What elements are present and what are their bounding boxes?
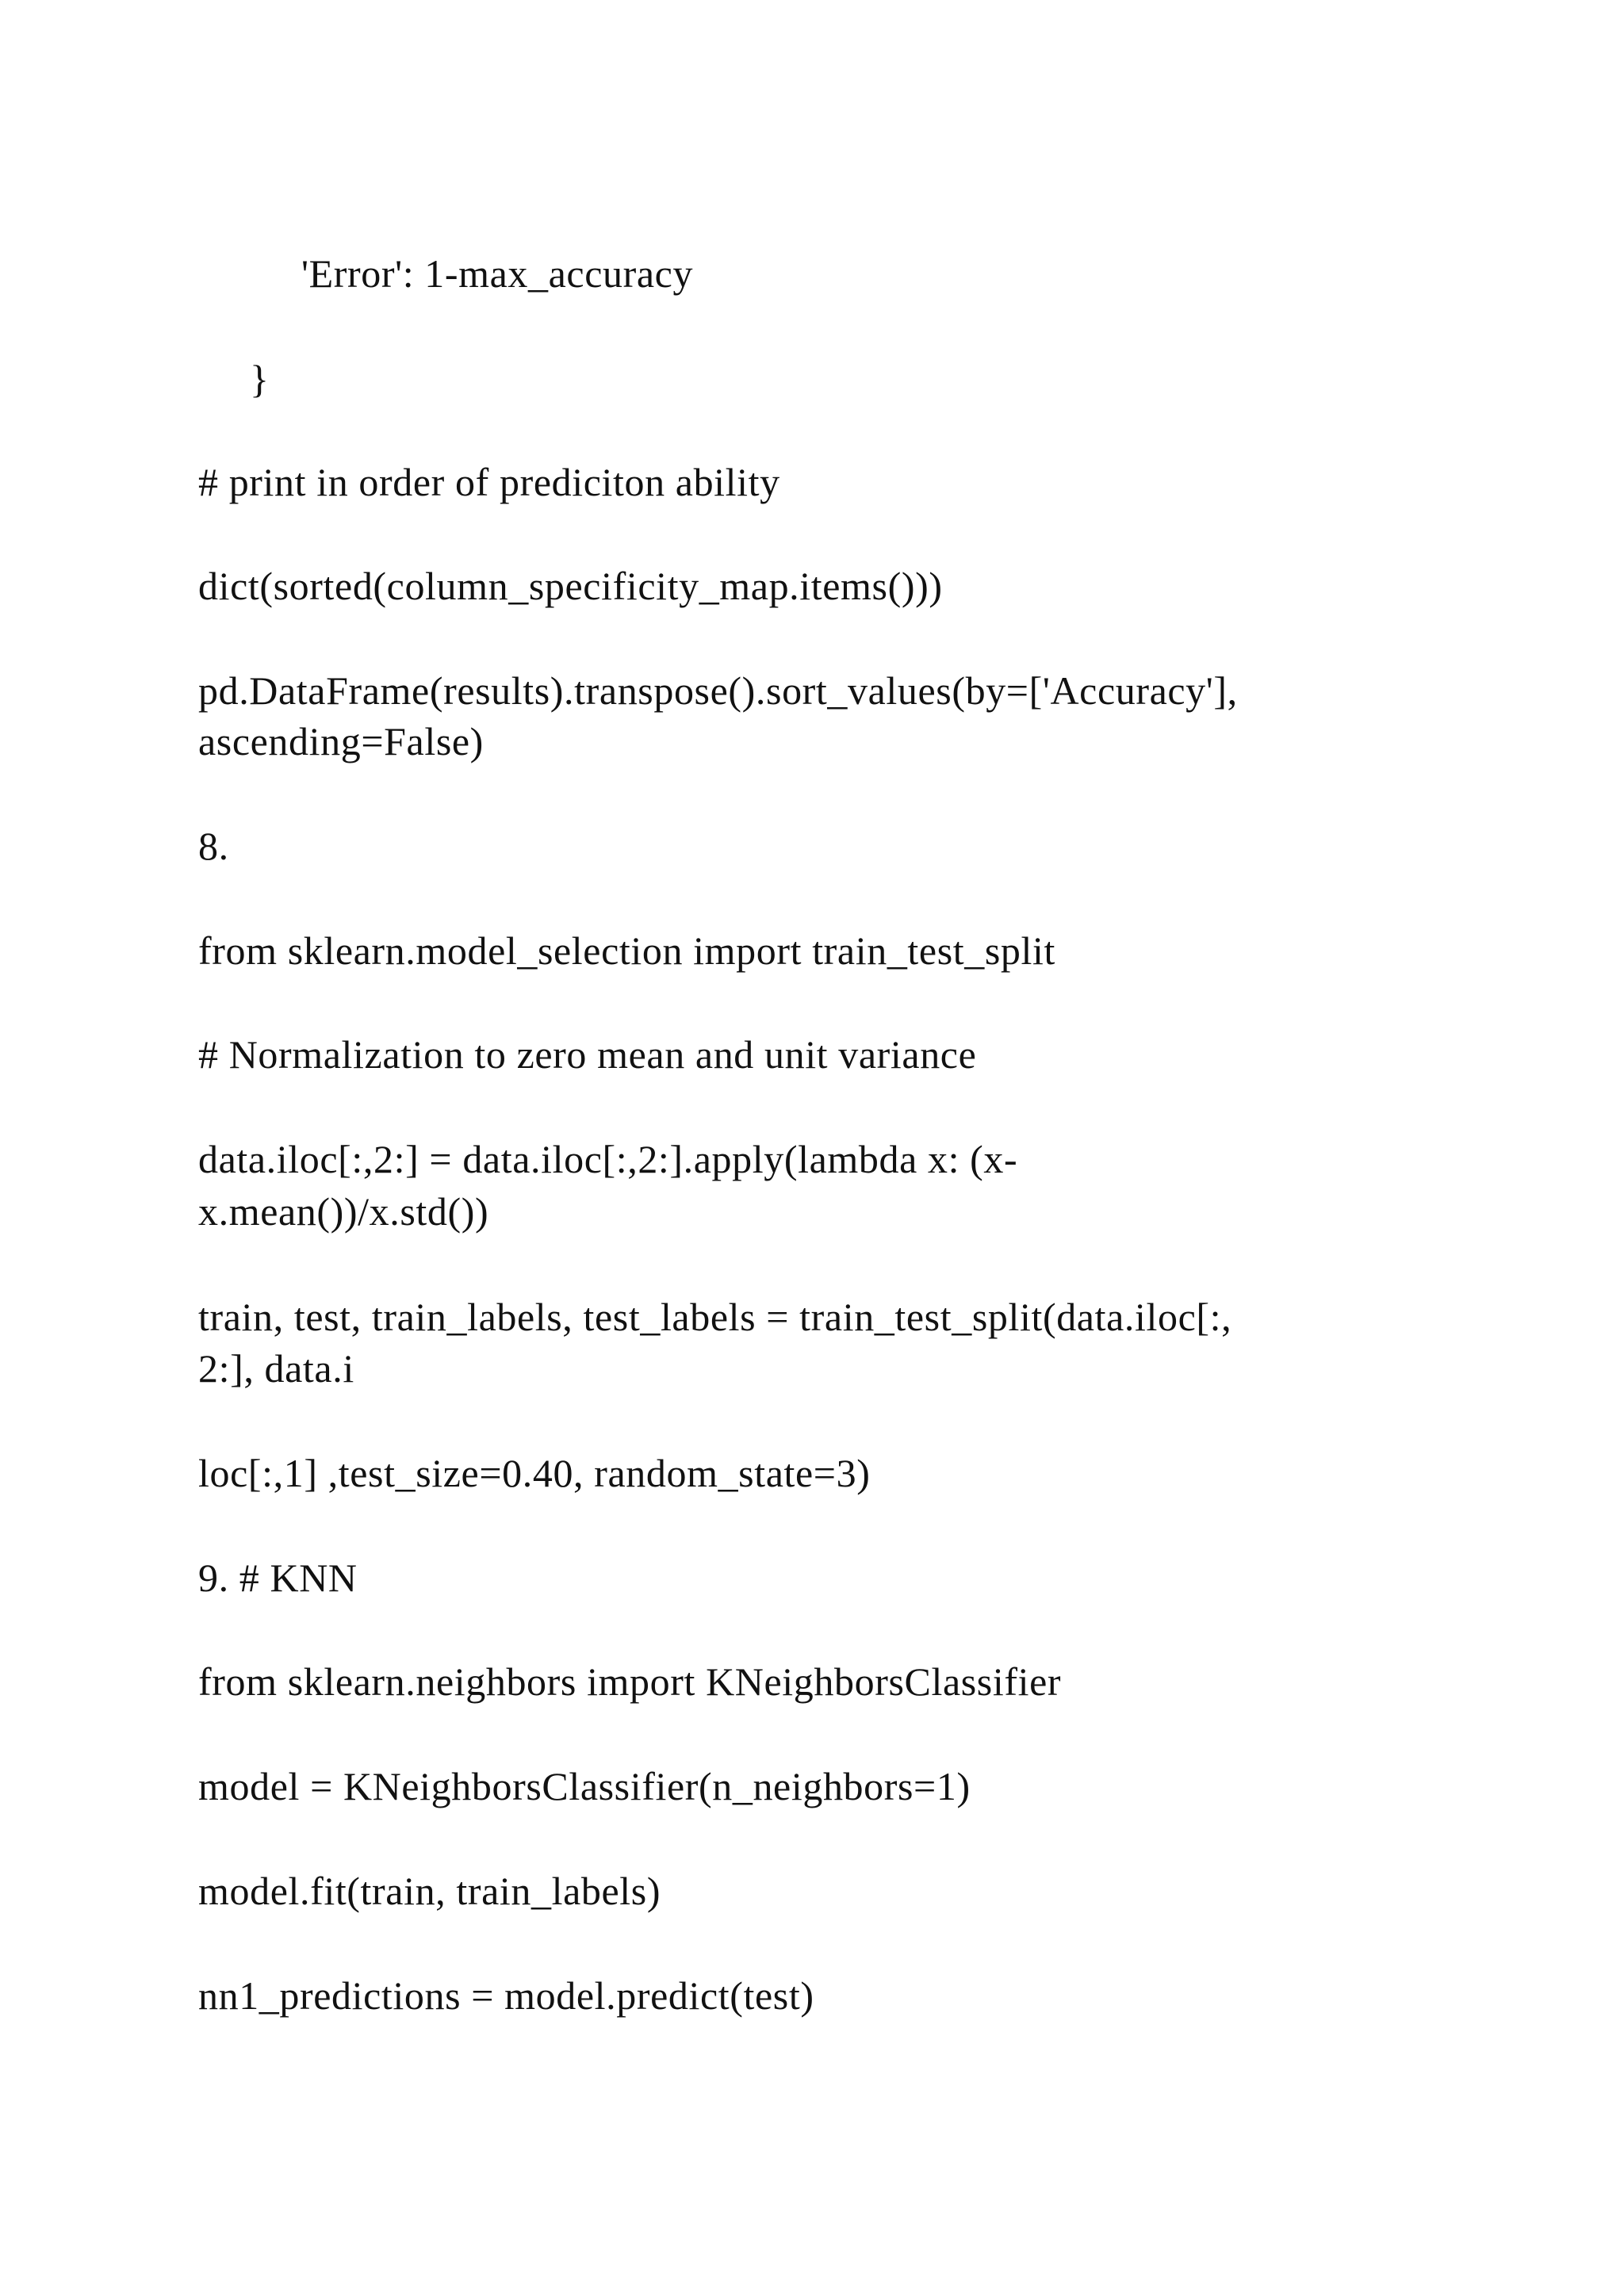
code-line-split-args: loc[:,1] ,test_size=0.40, random_state=3) xyxy=(198,1451,871,1495)
code-line-split: train, test, train_labels, test_labels = train_test_split(data.iloc[:, xyxy=(198,1295,1232,1339)
code-line-model: model = KNeighborsClassifier(n_neighbors=1) xyxy=(198,1764,971,1808)
code-line-split-cont: 2:], data.i xyxy=(198,1346,354,1391)
section-number-8: 8. xyxy=(198,824,229,868)
code-line-ascending: ascending=False) xyxy=(198,719,484,763)
code-line-comment-normalization: # Normalization to zero mean and unit variance xyxy=(198,1032,977,1077)
code-line-import-knn: from sklearn.neighbors import KNeighborsClassifier xyxy=(198,1659,1062,1704)
code-line-dataframe: pd.DataFrame(results).transpose().sort_values(by=['Accuracy'], xyxy=(198,668,1238,713)
section-number-9-knn: 9. # KNN xyxy=(198,1556,358,1600)
code-line-normalize-cont: x.mean())/x.std()) xyxy=(198,1189,489,1234)
code-line-fit: model.fit(train, train_labels) xyxy=(198,1869,661,1913)
code-line-import-split: from sklearn.model_selection import train_test_split xyxy=(198,928,1055,973)
code-line-closing-brace: } xyxy=(250,357,270,401)
code-line-normalize: data.iloc[:,2:] = data.iloc[:,2:].apply(lambda x: (x- xyxy=(198,1137,1018,1181)
code-line-error: 'Error': 1-max_accuracy xyxy=(301,251,694,296)
code-line-dict-sorted: dict(sorted(column_specificity_map.items())) xyxy=(198,564,943,608)
code-line-comment-print: # print in order of prediciton ability xyxy=(198,460,780,504)
code-line-predict: nn1_predictions = model.predict(test) xyxy=(198,1973,814,2018)
